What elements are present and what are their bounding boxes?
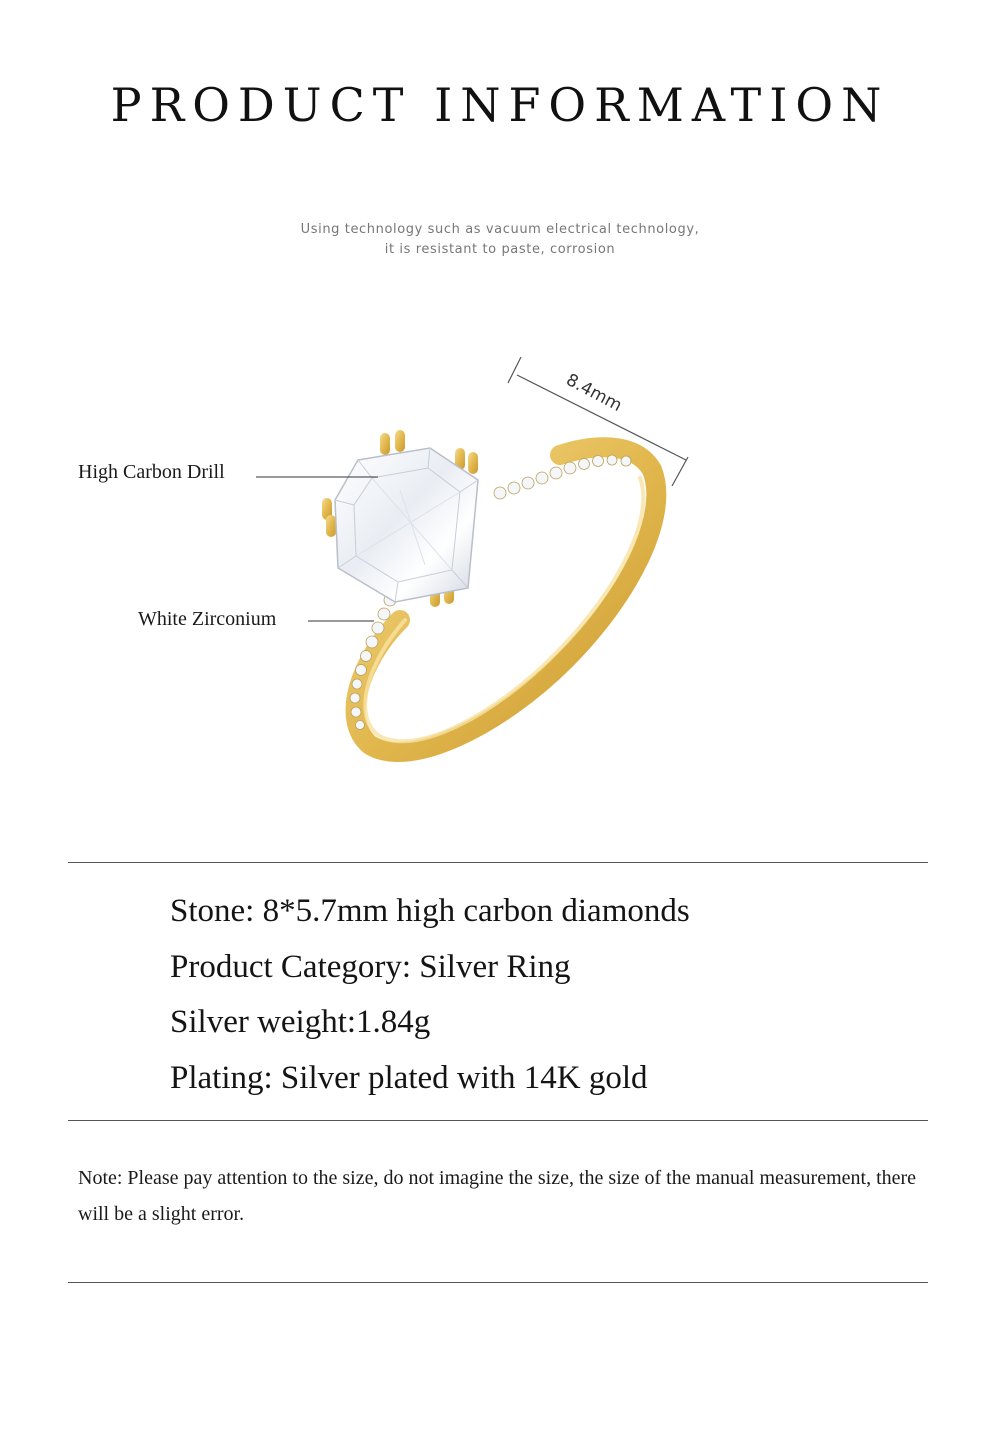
callout-label-main-stone: High Carbon Drill xyxy=(78,461,225,483)
page-subtitle xyxy=(0,220,1000,260)
spec-stone: Stone: 8*5.7mm high carbon diamonds xyxy=(170,893,690,929)
spec-weight: Silver weight:1.84g xyxy=(170,1004,431,1040)
ring-illustration xyxy=(0,330,1000,790)
subtitle-line-2: it is resistant to paste, corrosion xyxy=(384,242,616,257)
spec-list xyxy=(170,884,930,1106)
divider-bottom xyxy=(68,1282,928,1283)
divider-top xyxy=(68,862,928,863)
spec-category: Product Category: Silver Ring xyxy=(170,948,571,985)
divider-middle xyxy=(68,1120,928,1121)
spec-plating: Plating: Silver plated with 14K gold xyxy=(170,1059,648,1096)
dimension-label: 8.4mm xyxy=(562,370,626,416)
size-note: Note: Please pay attention to the size, do not imagine the size, the size of the manual measurement, there will be a slight error. xyxy=(78,1167,917,1225)
page-title: PRODUCT INFORMATION xyxy=(110,78,890,132)
ring-figure xyxy=(0,330,1000,790)
subtitle-line-1: Using technology such as vacuum electrical technology, xyxy=(300,222,700,237)
callout-label-side-stones: White Zirconium xyxy=(138,608,277,630)
main-stone xyxy=(335,448,478,602)
